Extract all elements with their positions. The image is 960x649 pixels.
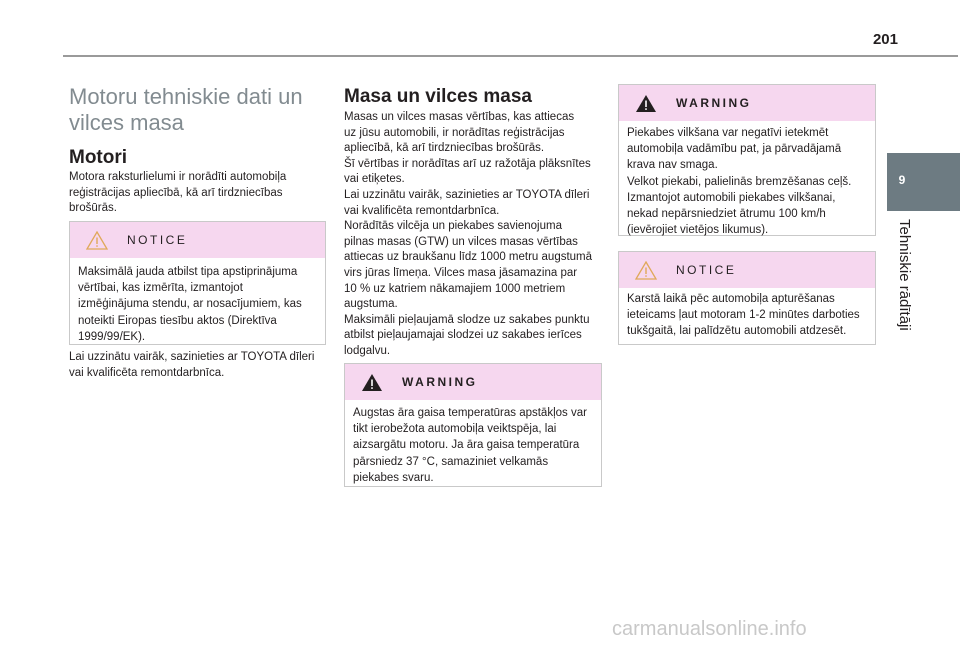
top-divider: [63, 55, 958, 57]
page-title: Motoru tehniskie dati un vilces masa: [69, 84, 303, 135]
warning-title: WARNING: [676, 96, 752, 110]
notice-title: NOTICE: [676, 263, 737, 277]
notice-text: Maksimālā jauda atbilst tipa apstiprinājuma vērtībai, kas izmērīta, izmantojot izmēģinājuma stendu, ar nosacījumiem, kas noteikti Eiropas tiesību aktos (Direktīva 1999/99/EK).: [78, 266, 302, 343]
motori-heading: Motori: [69, 147, 128, 168]
motori-text: Motora raksturlielumi ir norādīti automobiļa reģistrācijas apliecībā, kā arī tirdzniecības brošūrās.: [69, 171, 287, 215]
dealer-text: Lai uzzinātu vairāk, sazinieties ar TOYOTA dīleri vai kvalificēta remontdarbnīca.: [69, 351, 315, 379]
warning-box-middle: [344, 363, 602, 487]
mass-heading: Masa un vilces masa: [344, 86, 532, 107]
notice-box-right: [618, 251, 876, 345]
watermark: carmanualsonline.info: [612, 618, 807, 640]
caution-triangle-icon: [86, 231, 108, 250]
warning-triangle-icon: [361, 373, 383, 392]
caution-triangle-icon: [635, 261, 657, 280]
page-number: 201: [872, 31, 898, 48]
notice-box-left: [69, 221, 326, 345]
chapter-title: Tehniskie rādītāji: [896, 219, 913, 331]
warning-title: WARNING: [402, 375, 478, 389]
warning-triangle-icon: [635, 94, 657, 113]
warning-box-right: [618, 84, 876, 236]
notice-header: [619, 252, 875, 288]
notice-header: [70, 222, 325, 258]
mass-text: Masas un vilces masas vērtības, kas attiecas uz jūsu automobili, ir norādītas reģistrācijas apliecībā, kā arī tirdzniecības brošūrās. Šī vērtības ir norādītas arī uz ražotāja plāksnītes vai etiķetes. Lai uzzinātu vairāk, sazinieties ar TOYOTA dīleri vai kvalificēta remontdarbnīca. Norādītās vilcēja un piekabes savienojuma pilnas masas (GTW) un vilces masas vērtības attiecas uz braukšanu līdz 1000 metru augstumā virs jūras līmeņa. Vilces masa jāsamazina par 10 % uz katriem nākamajiem 1000 metriem augstuma. Maksimāli pieļaujamā slodze uz sakabes punktu atbilst pieļaujamajai slodzei uz sakabes ierīces lodgalvu.: [344, 111, 593, 357]
warning-text: Augstas āra gaisa temperatūras apstākļos var tikt ierobežota automobiļa veiktspēja, lai aizsargātu motoru. Ja āra gaisa temperatūra pārsniedz 37 °C, samaziniet velkamās piekabes svaru.: [353, 407, 587, 484]
warning-header: [619, 85, 875, 121]
notice-title: NOTICE: [127, 233, 188, 247]
notice-text: Karstā laikā pēc automobiļa apturēšanas ieteicams ļaut motoram 1-2 minūtes darboties tukšgaitā, lai palīdzētu automobili atdzesēt.: [627, 293, 860, 338]
warning-text: Piekabes vilkšana var negatīvi ietekmēt automobiļa vadāmību pat, ja pārvadājamā krava nav smaga. Velkot piekabi, palielinās bremzēšanas ceļš. Izmantojot automobili piekabes vilkšanai, nekad nepārsniedziet ātrumu 100 km/h (ievērojiet vietējos likumus).: [627, 127, 852, 237]
chapter-number: 9: [898, 173, 906, 187]
warning-header: [345, 364, 601, 400]
